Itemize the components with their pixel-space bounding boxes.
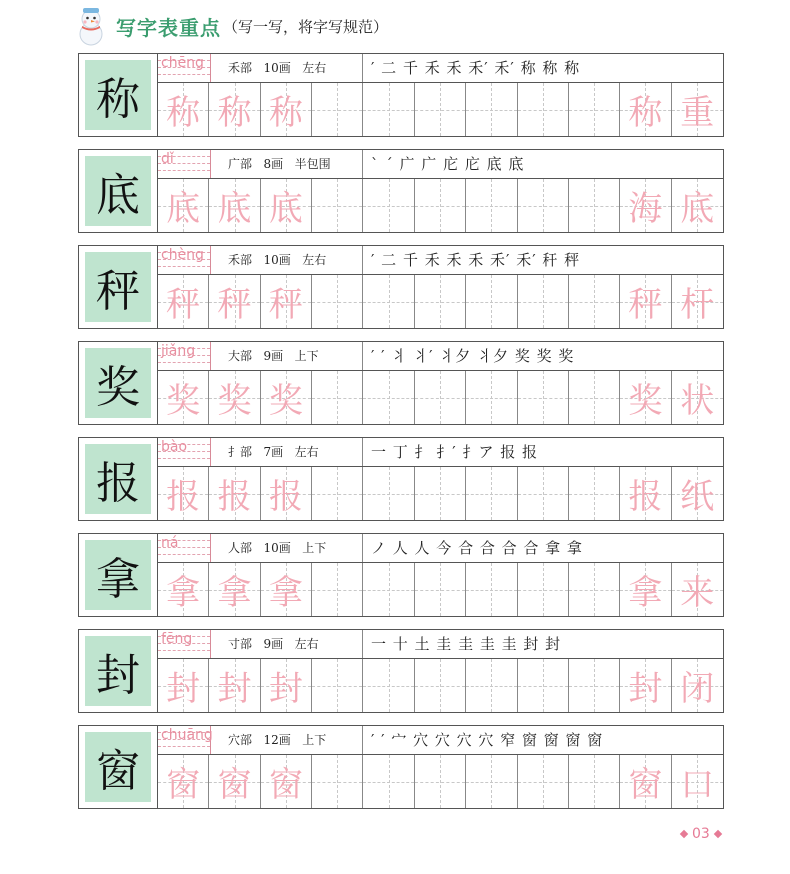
practice-cell[interactable] — [415, 659, 466, 712]
char-info-bar — [158, 533, 724, 563]
practice-cell[interactable] — [312, 371, 363, 424]
radical: 禾部 — [228, 253, 253, 267]
stroke-order: 一 十 土 圭 圭 圭 圭 封 封 — [371, 635, 562, 653]
stroke-count: 10画 — [263, 541, 291, 555]
diamond-icon — [714, 830, 722, 838]
practice-cell[interactable] — [466, 371, 517, 424]
cell-char: 闭 — [680, 669, 715, 709]
trace-cell[interactable] — [209, 755, 260, 808]
practice-cell[interactable] — [569, 371, 620, 424]
trace-cell[interactable] — [261, 371, 312, 424]
pinyin-box — [158, 726, 211, 754]
trace-cell[interactable] — [158, 275, 209, 328]
trace-cell[interactable] — [261, 563, 312, 616]
model-char-box — [78, 245, 158, 329]
cell-char: 秤 — [166, 285, 201, 325]
stroke-order: ′ 二 千 禾 禾 禾′ 禾′ 称 称 称 — [371, 59, 581, 77]
model-char: 拿 — [85, 540, 151, 610]
practice-cell[interactable] — [415, 755, 466, 808]
word-cell[interactable] — [672, 467, 723, 520]
character-row — [78, 533, 724, 617]
trace-cell[interactable] — [158, 659, 209, 712]
stroke-order-box — [362, 342, 723, 370]
practice-cell[interactable] — [415, 467, 466, 520]
cell-char: 来 — [680, 573, 715, 613]
pinyin: chèng — [161, 247, 204, 263]
model-char: 窗 — [85, 732, 151, 802]
radical: 人部 — [228, 541, 253, 555]
model-char: 封 — [85, 636, 151, 706]
cell-char: 秤 — [217, 285, 252, 325]
snowman-icon — [72, 6, 110, 46]
char-info-bar — [158, 245, 724, 275]
practice-cell[interactable] — [569, 563, 620, 616]
trace-cell[interactable] — [261, 467, 312, 520]
pinyin-box — [158, 246, 211, 274]
practice-cell[interactable] — [518, 563, 569, 616]
practice-cell[interactable] — [466, 659, 517, 712]
word-cell[interactable] — [620, 755, 671, 808]
character-row — [78, 53, 724, 137]
trace-cell[interactable] — [158, 83, 209, 136]
cell-char: 杆 — [680, 285, 715, 325]
cell-char: 拿 — [268, 573, 303, 613]
practice-grid — [158, 275, 724, 329]
pinyin: jiǎng — [161, 343, 196, 359]
word-cell[interactable] — [620, 467, 671, 520]
cell-char: 海 — [628, 189, 663, 229]
char-info-bar — [158, 629, 724, 659]
trace-cell[interactable] — [209, 275, 260, 328]
structure: 上下 — [302, 541, 327, 555]
pinyin-box — [158, 150, 211, 178]
practice-cell[interactable] — [312, 179, 363, 232]
pinyin-box — [158, 342, 211, 370]
practice-cell[interactable] — [363, 275, 414, 328]
character-row — [78, 437, 724, 521]
stroke-count: 7画 — [263, 445, 284, 459]
character-row — [78, 341, 724, 425]
pinyin-box — [158, 534, 211, 562]
radical: 扌部 — [228, 445, 253, 459]
practice-cell[interactable] — [415, 371, 466, 424]
character-row — [78, 149, 724, 233]
char-meta — [228, 539, 326, 556]
practice-grid — [158, 179, 724, 233]
cell-char: 封 — [628, 669, 663, 709]
cell-char: 底 — [217, 189, 252, 229]
char-info-bar — [158, 437, 724, 467]
practice-cell[interactable] — [466, 563, 517, 616]
practice-cell[interactable] — [518, 467, 569, 520]
practice-cell[interactable] — [415, 563, 466, 616]
cell-char: 称 — [628, 93, 663, 133]
stroke-order: ノ 人 人 今 合 合 合 合 拿 拿 — [371, 539, 583, 557]
stroke-count: 9画 — [263, 349, 284, 363]
pinyin: dǐ — [161, 151, 174, 167]
practice-cell[interactable] — [569, 755, 620, 808]
radical: 寸部 — [228, 637, 253, 651]
word-cell[interactable] — [620, 83, 671, 136]
model-char-box — [78, 341, 158, 425]
cell-char: 窗 — [166, 765, 201, 805]
practice-cell[interactable] — [415, 83, 466, 136]
model-char: 称 — [85, 60, 151, 130]
cell-char: 窗 — [217, 765, 252, 805]
pinyin: chēng — [161, 55, 204, 71]
practice-cell[interactable] — [312, 467, 363, 520]
model-char-box — [78, 629, 158, 713]
model-char: 报 — [85, 444, 151, 514]
trace-cell[interactable] — [209, 563, 260, 616]
model-char-box — [78, 437, 158, 521]
page-subtitle: （写一写，将字写规范） — [223, 17, 389, 36]
trace-cell[interactable] — [261, 659, 312, 712]
char-info-bar — [158, 341, 724, 371]
radical: 穴部 — [228, 733, 253, 747]
cell-char: 口 — [680, 765, 715, 805]
practice-cell[interactable] — [312, 755, 363, 808]
character-row — [78, 629, 724, 713]
trace-cell[interactable] — [158, 563, 209, 616]
stroke-count: 9画 — [263, 637, 284, 651]
cell-char: 秤 — [628, 285, 663, 325]
cell-char: 封 — [217, 669, 252, 709]
practice-cell[interactable] — [569, 83, 620, 136]
pinyin: fēng — [161, 631, 193, 647]
cell-char: 纸 — [680, 477, 715, 517]
cell-char: 报 — [268, 477, 303, 517]
stroke-order-box — [362, 534, 723, 562]
stroke-count: 8画 — [263, 157, 284, 171]
structure: 左右 — [302, 61, 327, 75]
word-cell[interactable] — [620, 563, 671, 616]
char-meta — [228, 155, 331, 172]
cell-char: 奖 — [166, 381, 201, 421]
character-row — [78, 245, 724, 329]
trace-cell[interactable] — [209, 83, 260, 136]
practice-cell[interactable] — [569, 179, 620, 232]
practice-grid — [158, 83, 724, 137]
model-char-box — [78, 149, 158, 233]
cell-char: 窗 — [628, 765, 663, 805]
cell-char: 报 — [217, 477, 252, 517]
word-cell[interactable] — [672, 179, 723, 232]
stroke-count: 10画 — [263, 253, 291, 267]
cell-char: 底 — [166, 189, 201, 229]
word-cell[interactable] — [672, 659, 723, 712]
cell-char: 报 — [628, 477, 663, 517]
practice-cell[interactable] — [363, 755, 414, 808]
practice-cell[interactable] — [415, 179, 466, 232]
word-cell[interactable] — [620, 275, 671, 328]
radical: 广部 — [228, 157, 253, 171]
structure: 左右 — [294, 445, 319, 459]
pinyin: bào — [161, 439, 188, 455]
model-char-box — [78, 533, 158, 617]
model-char: 奖 — [85, 348, 151, 418]
practice-cell[interactable] — [312, 659, 363, 712]
practice-cell[interactable] — [569, 659, 620, 712]
trace-cell[interactable] — [209, 371, 260, 424]
word-cell[interactable] — [672, 275, 723, 328]
page-header — [72, 6, 388, 46]
char-meta — [228, 443, 319, 460]
structure: 上下 — [302, 733, 327, 747]
char-meta — [228, 731, 326, 748]
practice-cell[interactable] — [466, 83, 517, 136]
cell-char: 报 — [166, 477, 201, 517]
practice-grid — [158, 563, 724, 617]
stroke-order: ′ ′ 丬 丬′ 丬夕 丬夕 奖 奖 奖 — [371, 347, 575, 365]
cell-char: 拿 — [166, 573, 201, 613]
cell-char: 拿 — [628, 573, 663, 613]
char-meta — [228, 347, 319, 364]
character-row — [78, 725, 724, 809]
stroke-order-box — [362, 246, 723, 274]
trace-cell[interactable] — [261, 275, 312, 328]
pinyin-box — [158, 438, 211, 466]
char-meta — [228, 635, 319, 652]
practice-cell[interactable] — [518, 371, 569, 424]
cell-char: 封 — [268, 669, 303, 709]
practice-cell[interactable] — [518, 179, 569, 232]
trace-cell[interactable] — [158, 179, 209, 232]
practice-cell[interactable] — [518, 275, 569, 328]
model-char-box — [78, 725, 158, 809]
cell-char: 窗 — [268, 765, 303, 805]
practice-cell[interactable] — [518, 659, 569, 712]
practice-grid — [158, 467, 724, 521]
word-cell[interactable] — [620, 371, 671, 424]
stroke-order-box — [362, 150, 723, 178]
cell-char: 秤 — [268, 285, 303, 325]
model-char-box — [78, 53, 158, 137]
practice-cell[interactable] — [466, 275, 517, 328]
cell-char: 封 — [166, 669, 201, 709]
page-number-text: 03 — [692, 826, 710, 842]
trace-cell[interactable] — [209, 179, 260, 232]
practice-cell[interactable] — [312, 275, 363, 328]
pinyin-box — [158, 630, 211, 658]
practice-cell[interactable] — [466, 467, 517, 520]
cell-char: 奖 — [268, 381, 303, 421]
practice-cell[interactable] — [518, 755, 569, 808]
stroke-order: ` ˊ 广 广 庀 庀 底 底 — [371, 155, 525, 173]
stroke-count: 10画 — [263, 61, 291, 75]
cell-char: 拿 — [217, 573, 252, 613]
structure: 左右 — [294, 637, 319, 651]
char-info-bar — [158, 53, 724, 83]
stroke-order-box — [362, 54, 723, 82]
practice-cell[interactable] — [363, 83, 414, 136]
practice-cell[interactable] — [569, 275, 620, 328]
practice-cell[interactable] — [363, 179, 414, 232]
practice-cell[interactable] — [363, 659, 414, 712]
radical: 大部 — [228, 349, 253, 363]
pinyin: ná — [161, 535, 179, 551]
practice-cell[interactable] — [312, 83, 363, 136]
radical: 禾部 — [228, 61, 253, 75]
model-char: 底 — [85, 156, 151, 226]
char-info-bar — [158, 725, 724, 755]
practice-cell[interactable] — [569, 467, 620, 520]
cell-char: 称 — [268, 93, 303, 133]
trace-cell[interactable] — [261, 83, 312, 136]
word-cell[interactable] — [620, 659, 671, 712]
char-meta — [228, 59, 326, 76]
cell-char: 底 — [680, 189, 715, 229]
stroke-order: ′ 二 千 禾 禾 禾 禾′ 禾′ 秆 秤 — [371, 251, 581, 269]
word-cell[interactable] — [672, 755, 723, 808]
practice-cell[interactable] — [415, 275, 466, 328]
pinyin-box — [158, 54, 211, 82]
practice-grid — [158, 371, 724, 425]
structure: 半包围 — [294, 157, 331, 171]
cell-char: 状 — [680, 381, 715, 421]
char-info-bar — [158, 149, 724, 179]
practice-cell[interactable] — [363, 467, 414, 520]
cell-char: 奖 — [628, 381, 663, 421]
page-title: 写字表重点 — [116, 15, 221, 40]
pinyin: chuāng — [161, 727, 213, 743]
practice-cell[interactable] — [363, 563, 414, 616]
stroke-order-box — [362, 726, 723, 754]
page-number — [676, 826, 726, 842]
word-cell[interactable] — [672, 83, 723, 136]
stroke-order: ′ ′ 宀 穴 穴 穴 穴 窄 窗 窗 窗 窗 — [371, 731, 604, 749]
word-cell[interactable] — [620, 179, 671, 232]
practice-cell[interactable] — [466, 179, 517, 232]
trace-cell[interactable] — [261, 179, 312, 232]
stroke-order: 一 丁 扌 扌′ 扌ア 报 报 — [371, 443, 539, 461]
trace-cell[interactable] — [158, 371, 209, 424]
model-char: 秤 — [85, 252, 151, 322]
practice-grid — [158, 659, 724, 713]
practice-cell[interactable] — [312, 563, 363, 616]
trace-cell[interactable] — [209, 467, 260, 520]
practice-cell[interactable] — [466, 755, 517, 808]
trace-cell[interactable] — [158, 755, 209, 808]
word-cell[interactable] — [672, 371, 723, 424]
cell-char: 奖 — [217, 381, 252, 421]
cell-char: 称 — [166, 93, 201, 133]
trace-cell[interactable] — [261, 755, 312, 808]
practice-cell[interactable] — [518, 83, 569, 136]
word-cell[interactable] — [672, 563, 723, 616]
cell-char: 底 — [268, 189, 303, 229]
diamond-icon — [680, 830, 688, 838]
cell-char: 重 — [680, 93, 715, 133]
stroke-order-box — [362, 438, 723, 466]
practice-cell[interactable] — [363, 371, 414, 424]
char-meta — [228, 251, 326, 268]
stroke-count: 12画 — [263, 733, 291, 747]
structure: 上下 — [294, 349, 319, 363]
trace-cell[interactable] — [209, 659, 260, 712]
structure: 左右 — [302, 253, 327, 267]
practice-grid — [158, 755, 724, 809]
trace-cell[interactable] — [158, 467, 209, 520]
stroke-order-box — [362, 630, 723, 658]
cell-char: 称 — [217, 93, 252, 133]
